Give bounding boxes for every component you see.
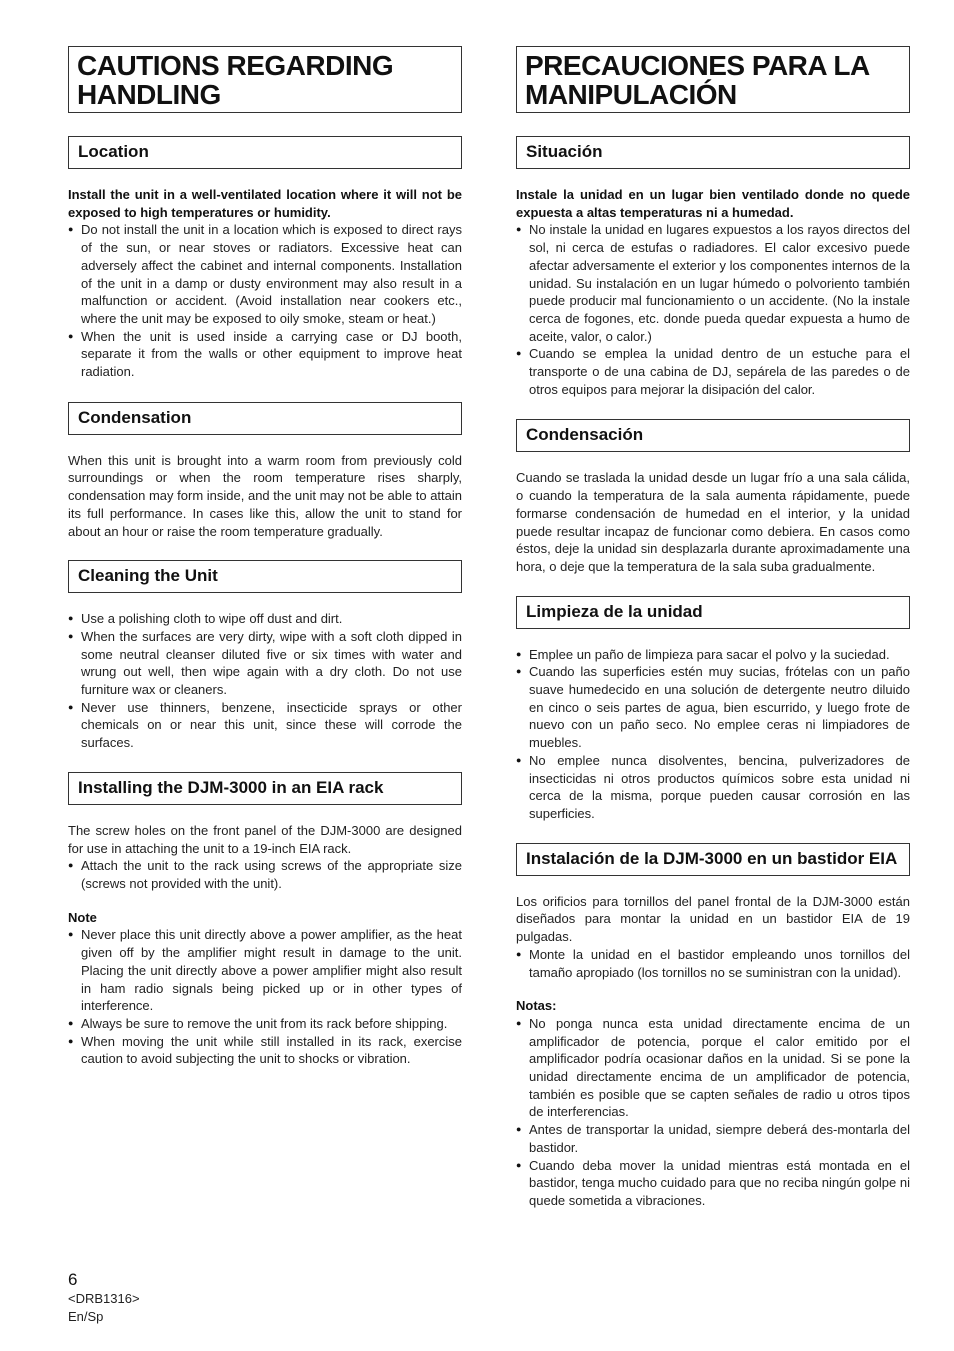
list-item: ● Monte la unidad en el bastidor empleando unos tornillos del tamaño apropiado (los tornillos no se suministran con la unidad). (516, 946, 910, 981)
rack-list (68, 857, 462, 892)
list-item: ● Never place this unit directly above a power amplifier, as the heat given off by the amplifier might result in damage to the unit. Placing the unit directly above a power amplifier might also result in ham radio signals being picked up or in other types of interference. (68, 926, 462, 1015)
section-rack (68, 772, 462, 1068)
english-column (68, 46, 462, 1068)
section-condensation (68, 402, 462, 541)
notas-list (516, 1015, 910, 1210)
rack-text: The screw holes on the front panel of the DJM-3000 are designed for use in attaching the unit to a 19-inch EIA rack. (68, 822, 462, 856)
limpieza-list (516, 646, 910, 823)
condensation-text: When this unit is brought into a warm room from previously cold surroundings or when the room temperature rises sharply, condensation may form inside, and the unit may not be able to attain its full performance. In cases like this, allow the unit to stand for about an hour or raise the room temperature gradually. (68, 452, 462, 539)
section-heading-cleaning: Cleaning the Unit (68, 560, 462, 593)
document-code: <DRB1316> (68, 1291, 140, 1306)
list-item: ● No instale la unidad en lugares expuestos a los rayos directos del sol, ni cerca de estufas o radiadores. El calor excesivo puede afectar adversamente el exterior y los componentes internos de la unidad. Su instalación en un lugar húmedo o polvoriento también puede producir mal funcionamiento o un accidente. (No la instale cerca de fogones, etc. donde pueda quedar expuesta a humo de aceite, valor, o calor.) (516, 221, 910, 345)
list-item: ● When moving the unit while still installed in its rack, exercise caution to avoid subjecting the unit to shocks or vibration. (68, 1033, 462, 1068)
section-cleaning (68, 560, 462, 752)
section-heading-location: Location (68, 136, 462, 169)
page-title-spanish: PRECAUCIONES PARA LA MANIPULACIÓN (516, 46, 910, 113)
section-limpieza (516, 596, 910, 823)
list-item: ● Cuando deba mover la unidad mientras está montada en el bastidor, tenga mucho cuidado para que no reciba ningún golpe ni quede sometida a vibraciones. (516, 1157, 910, 1210)
condensacion-text: Cuando se traslada la unidad desde un lugar frío a una sala cálida, o cuando la temperatura de la sala aumenta rápidamente, puede formarse condensación de humedad en el interior, y la unidad puede resultar incapaz de funcionar como debiera. En casos como éstos, deje la unidad sin desplazarla durante aproximadamente una hora, o deje que la temperatura de la sala suba gradualmente. (516, 470, 910, 574)
section-situacion (516, 136, 910, 398)
list-item: ● When the unit is used inside a carrying case or DJ booth, separate it from the walls or other equipment to improve heat radiation. (68, 328, 462, 381)
list-item: ● Use a polishing cloth to wipe off dust and dirt. (68, 610, 462, 628)
note-heading: Note (68, 909, 97, 925)
location-intro: Install the unit in a well-ventilated location where it will not be exposed to high temperatures or humidity. (68, 187, 462, 220)
section-instalacion (516, 843, 910, 1210)
list-item: ● Attach the unit to the rack using screws of the appropriate size (screws not provided with the unit). (68, 857, 462, 892)
list-item: ● Cuando las superficies estén muy sucias, frótelas con un paño suave humedecido en una solución de detergente neutro diluido en cinco o seis partes de agua, bien escurrido, y luego frote de nuevo con un paño seco. No emplee ceras ni limpiadores de muebles. (516, 663, 910, 752)
situacion-list (516, 221, 910, 398)
section-condensacion (516, 419, 910, 575)
section-heading-instalacion: Instalación de la DJM-3000 en un bastidor EIA (516, 843, 910, 876)
list-item: ● Always be sure to remove the unit from its rack before shipping. (68, 1015, 462, 1033)
section-heading-condensacion: Condensación (516, 419, 910, 452)
section-heading-situacion: Situación (516, 136, 910, 169)
page-number: 6 (68, 1270, 78, 1289)
section-heading-rack: Installing the DJM-3000 in an EIA rack (68, 772, 462, 805)
spanish-column (516, 46, 910, 1210)
section-location (68, 136, 462, 381)
section-heading-condensation: Condensation (68, 402, 462, 435)
language-code: En/Sp (68, 1308, 104, 1324)
situacion-intro: Instale la unidad en un lugar bien ventilado donde no quede expuesta a altas temperaturas ni a humedad. (516, 187, 910, 220)
list-item: ● Antes de transportar la unidad, siempre deberá des-montarla del bastidor. (516, 1121, 910, 1156)
notas-heading: Notas: (516, 998, 557, 1014)
list-item: ● No ponga nunca esta unidad directamente encima de un amplificador de potencia, porque el calor emitido por el amplificador podría ocasionar daños en la unidad. Si se pone la unidad directamente encima de un amplificador de potencia, también es posible que se capten señales de radio u otros tipos de interferencias. (516, 1015, 910, 1121)
list-item: ● No emplee nunca disolventes, bencina, pulverizadores de insecticidas ni otros productos químicos sobre esta unidad ni cerca de la misma, porque pueden causar corrosión en las superficies. (516, 752, 910, 823)
cleaning-list (68, 610, 462, 752)
instalacion-text: Los orificios para tornillos del panel frontal de la DJM-3000 están diseñados para montar la unidad en un bastidor EIA de 19 pulgadas. (516, 893, 910, 945)
page-title-english: CAUTIONS REGARDING HANDLING (68, 46, 462, 113)
instalacion-list (516, 946, 910, 981)
list-item: ● Never use thinners, benzene, insecticide sprays or other chemicals on or near this unit, since these will corrode the surfaces. (68, 699, 462, 752)
location-list (68, 221, 462, 380)
list-item: ● Cuando se emplea la unidad dentro de un estuche para el transporte o de una cabina de DJ, sepárela de las paredes o de otros equipos para mejorar la disipación del calor. (516, 345, 910, 398)
page-footer (68, 1270, 140, 1325)
section-heading-limpieza: Limpieza de la unidad (516, 596, 910, 629)
note-list (68, 926, 462, 1068)
list-item: ● Emplee un paño de limpieza para sacar el polvo y la suciedad. (516, 646, 910, 664)
list-item: ● When the surfaces are very dirty, wipe with a soft cloth dipped in some neutral cleanser diluted five or six times with water and wrung out well, then wipe again with a dry cloth. Do not use furniture wax or cleaners. (68, 628, 462, 699)
list-item: ● Do not install the unit in a location which is exposed to direct rays of the sun, or near stoves or radiators. Excessive heat can adversely affect the cabinet and internal components. Installation of the unit in a damp or dusty environment may also result in a malfunction or accident. (Avoid installation near cookers etc., where the unit may be exposed to oily smoke, steam or heat.) (68, 221, 462, 327)
